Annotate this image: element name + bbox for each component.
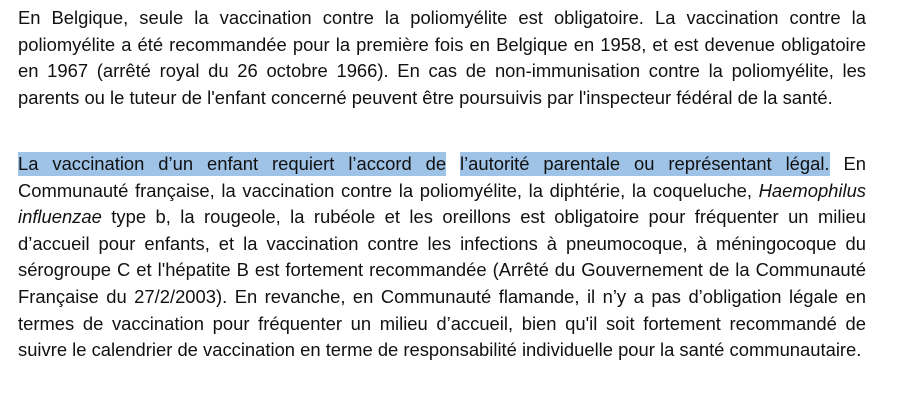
paragraph-text-before-italic: En Communauté française, la vaccination contre la poliomyélite, la diphtérie, la coqueluche, bbox=[18, 153, 866, 201]
paragraph-vaccination-consent bbox=[18, 151, 866, 364]
highlighted-text-selection[interactable]: La vaccination d’un enfant requiert l’accord de bbox=[18, 153, 447, 174]
italic-species-name: Haemophilus influenzae bbox=[18, 179, 866, 228]
paragraph-polio-obligation: En Belgique, seule la vaccination contre la poliomyélite est obligatoire. La vaccination contre la poliomyélite a été recommandée pour la première fois en Belgique en 1958, et est devenue obligatoire en 1967 (arrêté royal du 26 octobre 1966). En cas de non-immunisation contre la poliomyélite, les parents ou le tuteur de l'enfant concerné peuvent être poursuivis par l'inspecteur fédéral de la santé. bbox=[18, 7, 866, 108]
highlighted-text-selection-continued[interactable]: l’autorité parentale ou représentant légal. bbox=[459, 153, 830, 174]
paragraph-text-after-italic: type b, la rougeole, la rubéole et les oreillons est obligatoire pour fréquenter un milieu d’accueil pour enfants, et la vaccination contre les infections à pneumocoque, à méningocoque du sérogroupe C et l'hépatite B est fortement recommandée (Arrêté du Gouvernement de la Communauté Française du 27/2/2003). En revanche, en Communauté flamande, il n’y a pas d’obligation légale en termes de vaccination pour fréquenter un milieu d’accueil, bien qu'il soit fortement recommandé de suivre le calendrier de vaccination en terme de responsabilité individuelle pour la santé communautaire. bbox=[18, 206, 866, 361]
